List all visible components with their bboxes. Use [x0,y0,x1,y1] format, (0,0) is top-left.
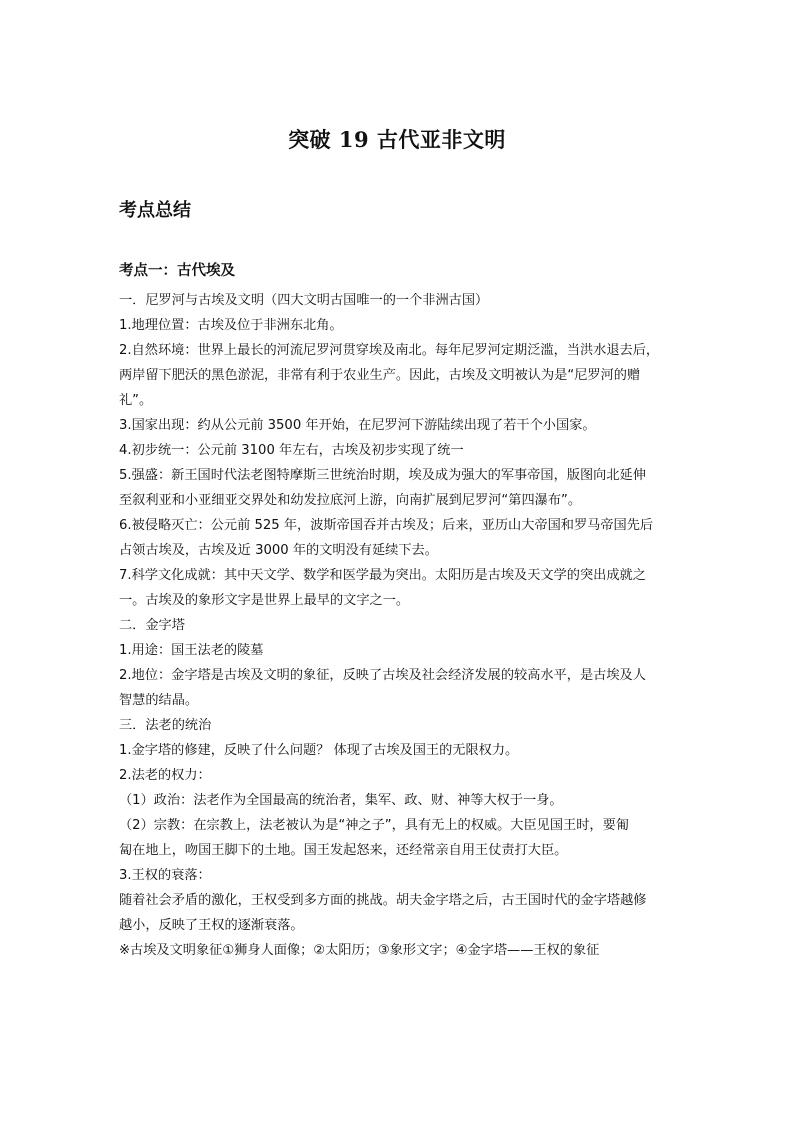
text-line: 7.科学文化成就：其中天文学、数学和医学最为突出。太阳历是古埃及天文学的突出成就之 [119,568,646,583]
text-line: 5.强盛：新王国时代法老图特摩斯三世统治时期，埃及成为强大的军事帝国，版图向北延伸 [119,468,646,483]
text-line: 二．金字塔 [119,618,185,633]
text-line: 两岸留下肥沃的黑色淤泥，非常有利于农业生产。因此，古埃及文明被认为是“尼罗河的赠 [119,368,641,383]
text-line: 3.王权的衰落： [119,868,211,883]
text-line: 智慧的结晶。 [119,693,199,708]
text-line: 3.国家出现：约从公元前 3500 年开始，在尼罗河下游陆续出现了若干个小国家。 [119,418,596,433]
text-line: 越小，反映了王权的逐渐衰落。 [119,918,304,933]
document-title: 突破 19 古代亚非文明 [288,127,506,152]
point-heading: 考点一：古代埃及 [119,262,235,279]
text-line: 4.初步统一：公元前 3100 年左右，古埃及初步实现了统一 [119,443,464,458]
text-line: 礼”。 [119,393,153,408]
text-line: ※古埃及文明象征①狮身人面像；②太阳历；③象形文字；④金字塔——王权的象征 [119,943,600,958]
text-line: 三．法老的统治 [119,718,212,733]
section-heading: 考点总结 [119,200,191,221]
text-line: 1.地理位置：古埃及位于非洲东北角。 [119,318,343,333]
text-line: 匐在地上，吻国王脚下的土地。国王发起怒来，还经常亲自用王仗责打大臣。 [119,843,568,858]
text-line: 2.自然环境：世界上最长的河流尼罗河贯穿埃及南北。每年尼罗河定期泛滥，当洪水退去后， [119,343,660,358]
body-text [119,288,679,963]
text-line: 1.金字塔的修建，反映了什么问题？ 体现了古埃及国王的无限权力。 [119,743,519,758]
text-line: （2）宗教：在宗教上，法老被认为是“神之子”，具有无上的权威。大臣见国王时，要匍 [119,818,629,833]
text-line: 一。古埃及的象形文字是世界上最早的文字之一。 [119,593,410,608]
text-line: 至叙利亚和小亚细亚交界处和幼发拉底河上游，向南扩展到尼罗河“第四瀑布”。 [119,493,582,508]
text-line: 随着社会矛盾的激化，王权受到多方面的挑战。胡夫金字塔之后，古王国时代的金字塔越修 [119,893,647,908]
text-line: （1）政治：法老作为全国最高的统治者，集军、政、财、神等大权于一身。 [119,793,563,808]
text-line: 2.地位：金字塔是古埃及文明的象征，反映了古埃及社会经济发展的较高水平，是古埃及人 [119,668,646,683]
text-line: 占领古埃及，古埃及近 3000 年的文明没有延续下去。 [119,543,438,558]
text-line: 一．尼罗河与古埃及文明（四大文明古国唯一的一个非洲古国） [119,293,489,308]
text-line: 2.法老的权力： [119,768,211,783]
text-line: 1.用途：国王法老的陵墓 [119,643,264,658]
text-line: 6.被侵略灭亡：公元前 525 年，波斯帝国吞并古埃及；后来，亚历山大帝国和罗马帝国先后 [119,518,654,533]
